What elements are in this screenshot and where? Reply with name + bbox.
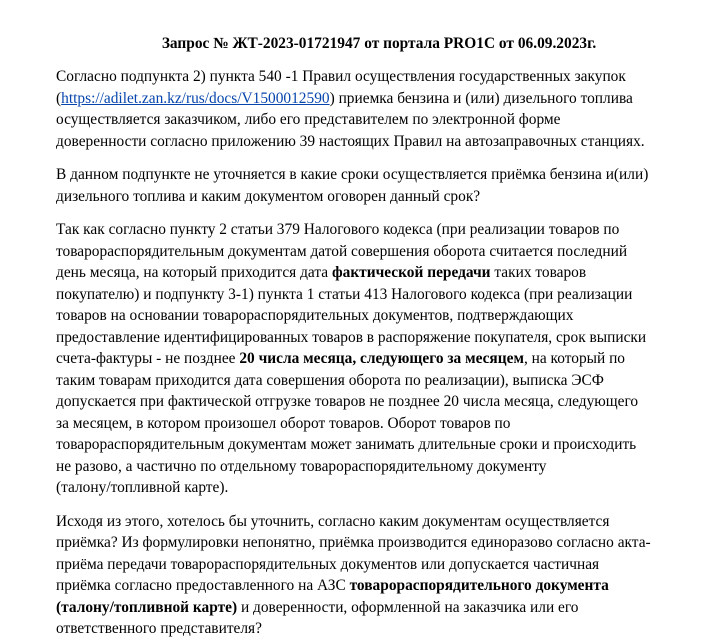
paragraph-3 xyxy=(56,219,682,499)
paragraph-4 xyxy=(56,511,682,640)
text: ) приемка бензина и (или) дизельного топлива xyxy=(329,89,633,107)
adilet-link[interactable]: https://adilet.zan.kz/rus/docs/V1500012590 xyxy=(61,89,330,107)
document-title: Запрос № ЖТ-2023-01721947 от портала PRO1C от 06.09.2023г. xyxy=(161,35,597,52)
line: приёмка? Из формулировки непонятно, приёмка производится единоразово согласно акта- xyxy=(56,534,651,551)
text: приёмка согласно предоставленного на АЗС xyxy=(56,577,350,594)
bold-text: 20 числа месяца, следующего за месяцем xyxy=(239,350,524,367)
line: приёма передачи товарораспорядительных документов или допускается частичная xyxy=(56,555,600,573)
line: Исходя из этого, хотелось бы уточнить, согласно каким документам осуществляется xyxy=(56,512,610,530)
line: В данном подпункте не уточняется в какие сроки осуществляется приёмка бензина и(или) xyxy=(56,166,649,183)
line: не разово, а частично по отдельному товарораспорядительному документу xyxy=(56,457,547,475)
line xyxy=(56,597,682,619)
line: товаров на основании товарораспорядительных документов, подтверждающих xyxy=(56,307,574,324)
text: , на который по xyxy=(523,350,626,367)
line: Так как согласно пункту 2 статьи 379 Налогового кодекса (при реализации товаров по xyxy=(56,221,620,238)
bold-text: фактической передачи xyxy=(331,264,491,281)
line: доверенности согласно приложению 39 настоящих Правил на автозаправочных станциях. xyxy=(56,132,645,150)
line: осуществляется заказчиком, либо его представителем по электронной форме xyxy=(56,111,561,128)
text: счета-фактуры - не позднее xyxy=(56,350,240,367)
text: ( xyxy=(56,89,62,107)
line: таким товарам приходится дата совершения оборота по реализации), выписка ЭСФ xyxy=(56,371,604,389)
paragraph-1 xyxy=(56,66,682,152)
bold-text: (талону/топливной карте) xyxy=(56,598,238,616)
text: таких товаров xyxy=(490,264,587,281)
line: покупателю) и подпункту 3-1) пункта 1 статьи 413 Налогового кодекса (при реализации xyxy=(56,285,633,303)
line: товарораспорядительным документам может занимать длительные сроки и происходить xyxy=(56,436,637,453)
bold-text: товарораспорядительного документа xyxy=(349,577,609,594)
line: за месяцем, в котором произошел оборот товаров. Оборот товаров по xyxy=(56,414,511,432)
line xyxy=(56,575,682,597)
line xyxy=(56,348,682,370)
text: и доверенности, оформленной на заказчика или его xyxy=(237,598,579,616)
line xyxy=(56,262,682,284)
text: день месяца, на который приходится дата xyxy=(56,264,332,281)
line: дизельного топлива и каким документом оговорен данный срок? xyxy=(56,187,481,205)
line: товарораспорядительным документам датой совершения оборота считается последний xyxy=(56,242,628,260)
line: Согласно подпункта 2) пункта 540 -1 Правил осуществления государственных закупок xyxy=(56,68,626,85)
paragraph-2 xyxy=(56,164,682,207)
line: допускается при фактической отгрузке товаров не позднее 20 числа месяца, следующего xyxy=(56,393,639,410)
line: ответственного представителя? xyxy=(56,620,262,637)
line xyxy=(56,88,682,110)
line: предоставление идентифицированных товаров в распоряжение покупателя, срок выписки xyxy=(56,328,647,346)
line: (талону/топливной карте). xyxy=(56,479,229,496)
